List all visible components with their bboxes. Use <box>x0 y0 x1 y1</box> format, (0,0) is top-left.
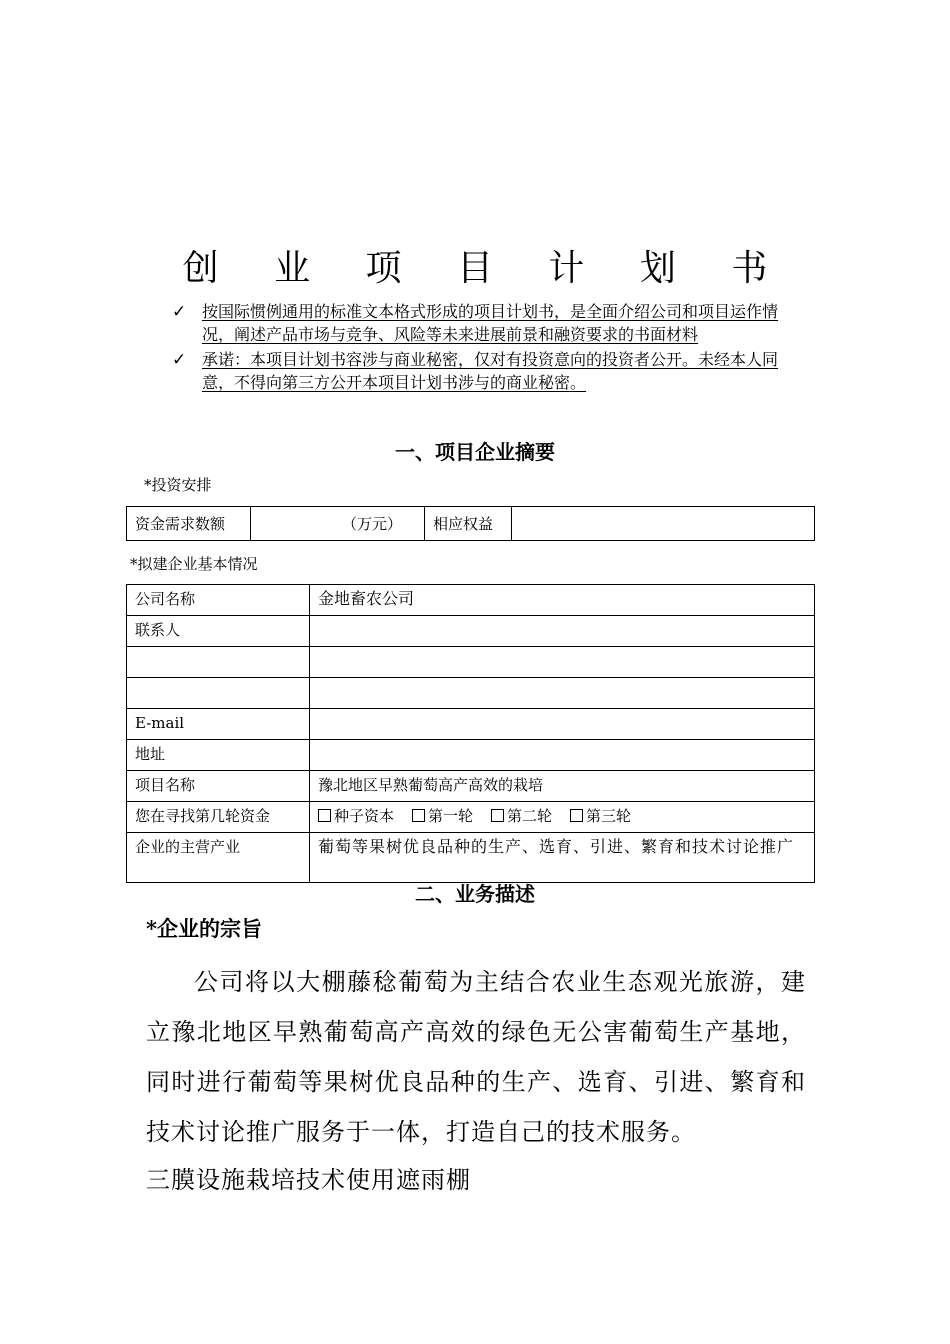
investment-label: *投资安排 <box>144 476 212 494</box>
note-item <box>172 348 812 394</box>
document-title: 创 业 项 目 计 划 书 <box>182 248 790 289</box>
row-label: 项目名称 <box>127 771 310 802</box>
checkbox-icon[interactable] <box>491 809 504 822</box>
equity-label: 相应权益 <box>425 507 512 541</box>
table-row <box>127 771 815 802</box>
section2-title: 二、业务描述 <box>415 882 535 906</box>
equity-field[interactable] <box>512 507 815 541</box>
investment-table <box>126 506 815 541</box>
contact-field[interactable] <box>310 616 815 647</box>
row-label: 联系人 <box>127 616 310 647</box>
option-label: 第二轮 <box>507 807 553 825</box>
company-info-table <box>126 584 815 883</box>
body-line: 三膜设施栽培技术使用遮雨棚 <box>146 1166 471 1194</box>
main-industry-field[interactable]: 葡萄等果树优良品种的生产、选育、引进、繁育和技术讨论推广 <box>310 833 815 883</box>
blank-field[interactable] <box>310 647 815 678</box>
note-text: 承诺：本项目计划书容涉与商业秘密，仅对有投资意向的投资者公开。未经本人同意，不得向第三方公开本项目计划书涉与的商业秘密。 <box>202 350 779 392</box>
notes-list <box>172 300 812 396</box>
row-label: 地址 <box>127 740 310 771</box>
address-field[interactable] <box>310 740 815 771</box>
check-icon: ✓ <box>172 350 187 370</box>
option-round3[interactable] <box>570 807 631 825</box>
purpose-heading: *企业的宗旨 <box>146 916 262 941</box>
blank-field[interactable] <box>310 678 815 709</box>
checkbox-icon[interactable] <box>412 809 425 822</box>
table-row <box>127 833 815 883</box>
company-info-label: *拟建企业基本情况 <box>130 555 258 573</box>
checkbox-icon[interactable] <box>570 809 583 822</box>
project-name-field[interactable]: 豫北地区早熟葡萄高产高效的栽培 <box>310 771 815 802</box>
option-label: 种子资本 <box>334 807 395 825</box>
table-row <box>127 647 815 678</box>
row-label: 公司名称 <box>127 585 310 616</box>
purpose-paragraph: 公司将以大棚藤稔葡萄为主结合农业生态观光旅游，建立豫北地区早熟葡萄高产高效的绿色无公害葡萄生产基地，同时进行葡萄等果树优良品种的生产、选育、引进、繁育和技术讨论推广服务于一体，打造自己的技术服务。 <box>146 968 806 1146</box>
row-label <box>127 678 310 709</box>
row-label <box>127 647 310 678</box>
section1-title: 一、项目企业摘要 <box>395 440 555 464</box>
option-seed[interactable] <box>318 807 394 825</box>
funding-amount-field[interactable]: （万元） <box>251 507 425 541</box>
company-name-field[interactable]: 金地畜农公司 <box>310 585 815 616</box>
option-label: 第一轮 <box>428 807 474 825</box>
table-row <box>127 616 815 647</box>
email-field[interactable] <box>310 709 815 740</box>
table-row <box>127 740 815 771</box>
table-row <box>127 507 815 541</box>
option-label: 第三轮 <box>586 807 632 825</box>
checkbox-icon[interactable] <box>318 809 331 822</box>
row-label: 企业的主营产业 <box>127 833 310 883</box>
check-icon: ✓ <box>172 302 187 322</box>
note-text: 按国际惯例通用的标准文本格式形成的项目计划书，是全面介绍公司和项目运作情况，阐述产品市场与竞争、风险等未来进展前景和融资要求的书面材料 <box>202 302 779 344</box>
table-row <box>127 709 815 740</box>
table-row <box>127 802 815 833</box>
option-round2[interactable] <box>491 807 552 825</box>
funding-label: 资金需求数额 <box>127 507 251 541</box>
funding-round-options <box>310 802 815 833</box>
row-label: 您在寻找第几轮资金 <box>127 802 310 833</box>
row-label: E-mail <box>127 709 310 740</box>
table-row <box>127 585 815 616</box>
table-row <box>127 678 815 709</box>
option-round1[interactable] <box>412 807 473 825</box>
note-item <box>172 300 812 346</box>
